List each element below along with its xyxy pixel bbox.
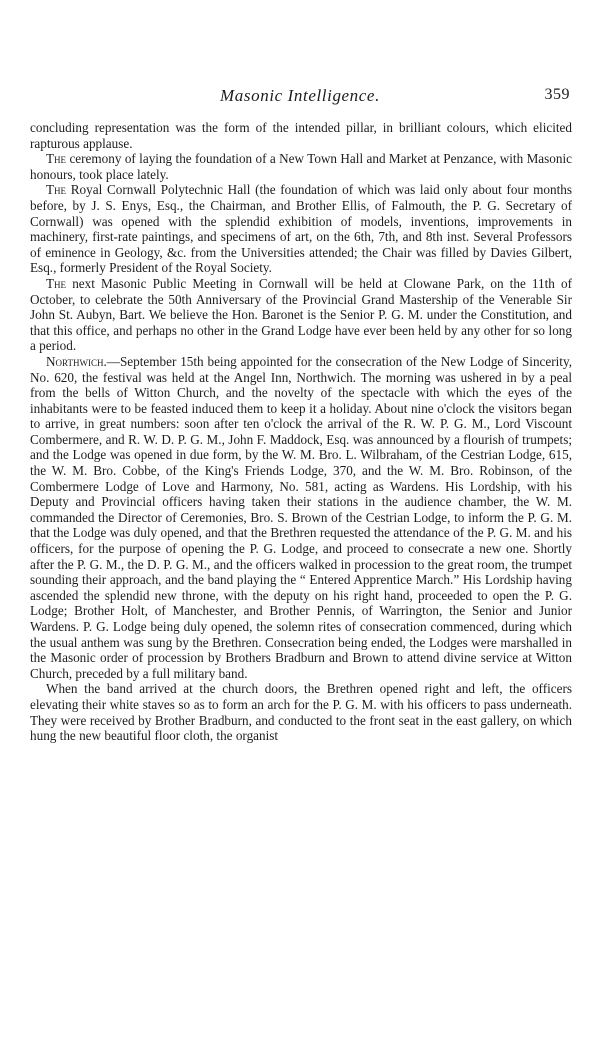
article-body [30,120,572,744]
paragraph-text: next Masonic Public Meeting in Cornwall will be held at Clowane Park, on the 11th of October, to celebrate the 50th Anniversary of the Provincial Grand Mastership of the Venerable Sir John St. Aubyn, Bart. We believe the Hon. Baronet is the Senior P. G. M. under the Constitution, and that this office, and perhaps no other in the Grand Lodge have ever been held by any other for so long a period. [30,275,572,354]
paragraph-lead: The [46,182,67,198]
paragraph-2 [30,151,572,182]
running-title: Masonic Intelligence. [220,86,380,105]
paragraph-text: —September 15th being appointed for the consecration of the New Lodge of Sincerity, No. 620, the festival was held at the Angel Inn, Northwich. The morning was ushered in by a peal from the bells of Witton Church, and the novelty of the spectacle with which the eyes of the inhabitants were to be feasted induced them to keep it a holiday. About nine o'clock the visitors began to arrive, in great numbers: soon after ten o'clock the arrival of the R. W. P. G. M., Lord Viscount Combermere, and R. W. D. P. G. M., John F. Maddock, Esq. was announced by a flourish of trumpets; and the Lodge was opened in due form, by the W. M. Bro. L. Wilbraham, of the Cestrian Lodge, 615, the W. M. Bro. Cobbe, of the King's Friends Lodge, 370, and the W. M. Bro. Robinson, of the Combermere Lodge of Love and Harmony, No. 581, acting as Wardens. His Lordship, with his Deputy and Provincial officers having taken their stations in the audience chamber, the W. M. commanded the Director of Ceremonies, Bro. S. Brown of the Cestrian Lodge, to inform the P. G. M. that the Lodge was duly opened, and that the Brethren requested the attendance of the P. G. M. and his officers, for the purpose of opening the P. G. Lodge, and proceed to consecrate a new one. Shortly after the P. G. M., the D. P. G. M., and the officers walked in procession to the great room, the trumpet sounding their approach, and the band playing the “ Entered Apprentice March.” His Lordship having ascended the splendid new throne, with the deputy on his right hand, proceeded to open the P. G. Lodge; Brother Holt, of Manchester, and Brother Pennis, of Warrington, the Senior and Junior Wardens. P. G. Lodge being duly opened, the solemn rites of consecration commenced, during which the usual anthem was sung by the Brethren. Consecration being ended, the Lodges were marshalled in the Masonic order of procession by Brothers Bradburn and Brown to attend divine service at Witton Church, preceded by a full military band. [30,353,572,681]
page-number: 359 [544,86,570,103]
paragraph-5 [30,354,572,681]
paragraph-lead: The [46,275,67,291]
paragraph-3 [30,182,572,276]
paragraph-text: concluding representation was the form of the intended pillar, in brilliant colours, which elicited rapturous applause. [30,120,572,151]
paragraph-6 [30,681,572,743]
running-head [30,86,570,110]
paragraph-text: When the band arrived at the church doors, the Brethren opened right and left, the officers elevating their white staves so as to form an arch for the P. G. M. with his officers to pass underneath. They were received by Brother Bradburn, and conducted to the front seat in the east gallery, on which hung the new beautiful floor cloth, the organist [30,681,572,744]
paragraph-1 [30,120,572,151]
paragraph-4 [30,276,572,354]
paragraph-text: Royal Cornwall Polytechnic Hall (the foundation of which was laid only about four months before, by J. S. Enys, Esq., the Chairman, and Brother Ellis, of Falmouth, the P. G. Secretary of Cornwall) was opened with the splendid exhibition of models, inventions, improvements in machinery, first-rate paintings, and specimens of art, on the 6th, 7th, and 8th inst. Several Professors of eminence in Geology, &c. from the Universities attended; the Chair was filled by Davies Gilbert, Esq., formerly President of the Royal Society. [30,182,572,276]
paragraph-lead: Northwich. [46,353,107,369]
paragraph-text: ceremony of laying the foundation of a New Town Hall and Market at Penzance, with Masonic honours, took place lately. [30,151,572,182]
paragraph-lead: The [46,151,67,167]
